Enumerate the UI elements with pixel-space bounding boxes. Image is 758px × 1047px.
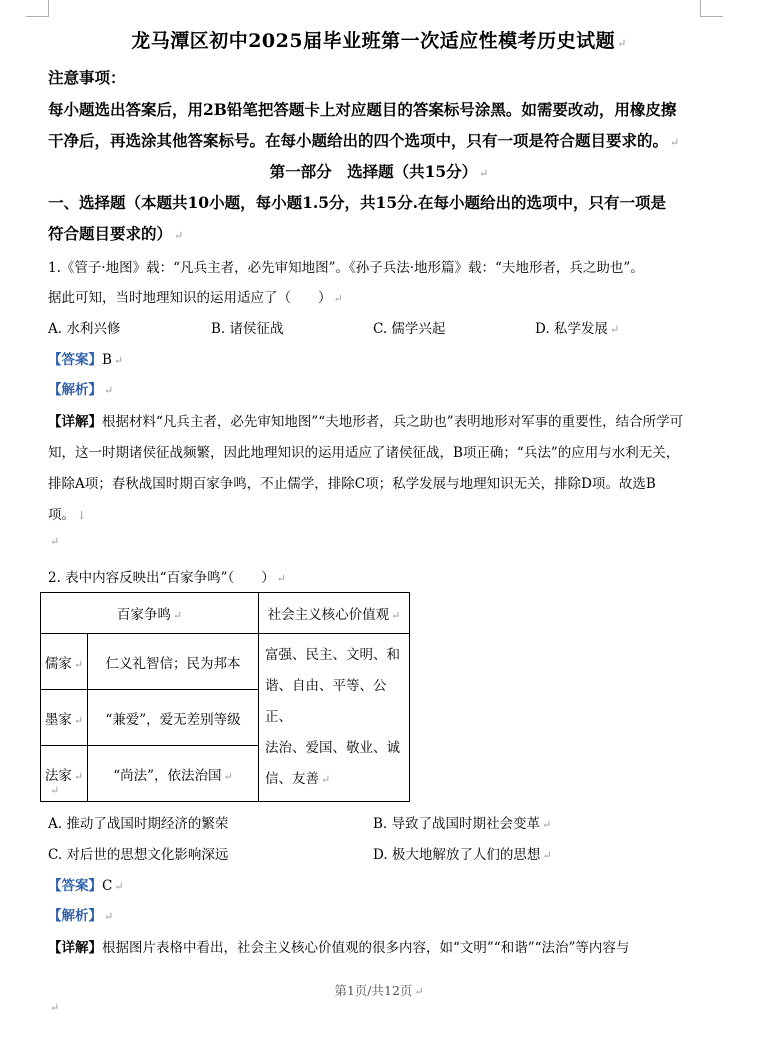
q2-analysis-label: 【解析】 ↵ — [48, 908, 114, 924]
page-title: 龙马潭区初中2025届毕业班第一次适应性模考历史试题 ↵ — [131, 30, 627, 52]
paragraph-mark: ↵ — [50, 784, 60, 797]
notice-line-2: 干净后，再选涂其他答案标号。在每小题给出的四个选项中，只有一项是符合题目要求的。 ↵ — [48, 131, 680, 150]
q1-detail-line-3: 排除A项；春秋战国时期百家争鸣，不止儒学，排除C项；私学发展与地理知识无关，排除D项。故选B — [48, 476, 656, 492]
crop-mark-top-left — [26, 0, 49, 17]
q2-option-a: A. 推动了战国时期经济的繁荣 — [48, 816, 229, 832]
crop-mark-top-right — [700, 0, 723, 17]
q2-stem: 2. 表中内容反映出“百家争鸣”（ ） ↵ — [48, 570, 286, 586]
q1-detail-line-4: 项。 ↓ — [48, 507, 87, 523]
page-footer: 第1页/共12页 ↵ — [334, 983, 424, 998]
section-heading-line-1: 一、选择题（本题共10小题，每小题1.5分，共15分.在每小题给出的选项中，只有一项是 — [48, 193, 667, 212]
table-idea-confucianism: 仁义礼智信；民为邦本 — [88, 634, 259, 690]
notice-heading: 注意事项： — [48, 68, 126, 87]
table-core-values: 富强、民主、文明、和 谐、自由、平等、公正、 法治、爱国、敬业、诚 信、友善 ↵ — [259, 634, 410, 802]
table-idea-legalism: “尚法”，依法治国 ↵ — [88, 746, 259, 802]
q1-answer: 【答案】B ↵ — [48, 352, 124, 368]
q1-option-b: B. 诸侯征战 — [211, 321, 284, 337]
table-school-confucianism: 儒家 ↵ — [41, 634, 88, 690]
q2-table — [40, 592, 410, 802]
table-header-values: 社会主义核心价值观 ↵ — [259, 593, 410, 634]
paragraph-mark: ↵ — [50, 535, 60, 548]
table-idea-mohism: “兼爱”，爱无差别等级 — [88, 690, 259, 746]
q1-option-d: D. 私学发展 ↵ — [535, 321, 620, 337]
table-header-schools: 百家争鸣 ↵ — [41, 593, 259, 634]
table-school-legalism: 法家 ↵ — [41, 746, 88, 802]
paragraph-mark: ↵ — [50, 1001, 60, 1014]
q1-stem-line-2: 据此可知，当时地理知识的运用适应了（ ） ↵ — [48, 290, 343, 306]
q2-option-c: C. 对后世的思想文化影响深远 — [48, 847, 229, 863]
q2-option-d: D. 极大地解放了人们的思想 ↵ — [373, 847, 552, 863]
q1-stem-line-1: 1.《管子·地图》载：“凡兵主者，必先审知地图”。《孙子兵法·地形篇》载：“夫地形者，兵之助也”。 — [48, 260, 644, 276]
q1-analysis-label: 【解析】 ↵ — [48, 382, 114, 398]
table-school-mohism: 墨家 ↵ — [41, 690, 88, 746]
q1-option-a: A. 水利兴修 — [48, 321, 121, 337]
notice-line-1: 每小题选出答案后，用2B铅笔把答题卡上对应题目的答案标号涂黑。如需要改动，用橡皮擦 — [48, 100, 677, 119]
section-heading-line-2: 符合题目要求的） ↵ — [48, 224, 184, 243]
q2-option-b: B. 导致了战国时期社会变革 ↵ — [373, 816, 552, 832]
q2-detail-line-1: 【详解】根据图片表格中看出，社会主义核心价值观的很多内容，如“文明”“和谐”“法治”等内容与 — [48, 940, 630, 956]
q1-detail-line-1: 【详解】根据材料“凡兵主者，必先审知地图”“夫地形者，兵之助也”表明地形对军事的重要性，结合所学可 — [48, 414, 684, 430]
q1-option-c: C. 儒学兴起 — [373, 321, 446, 337]
q1-detail-line-2: 知，这一时期诸侯征战频繁，因此地理知识的运用适应了诸侯征战，B项正确；“兵法”的应用与水利无关， — [48, 445, 680, 461]
q2-answer: 【答案】C ↵ — [48, 878, 124, 894]
part-heading: 第一部分 选择题（共15分） ↵ — [269, 162, 489, 181]
